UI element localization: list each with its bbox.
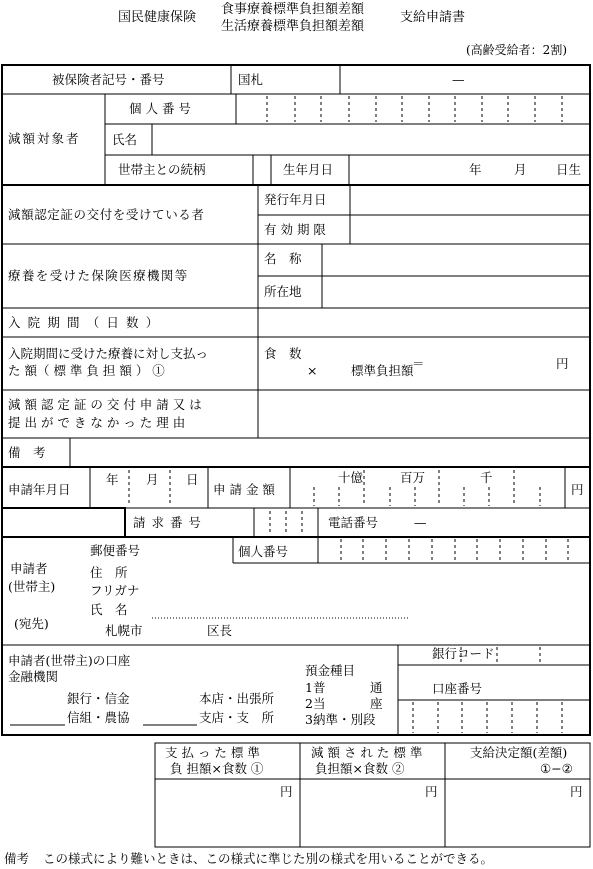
app-month-unit: 月 (146, 472, 159, 487)
summary-col3-line2: ①−② (540, 761, 573, 776)
insured-number-label: 被保険者記号・番号 (52, 72, 165, 87)
times-sign: × (307, 363, 318, 378)
application-amount-field[interactable] (291, 468, 564, 507)
reason-label-line2: 提 出 が で き な か っ た 理 由 (8, 415, 186, 430)
reason-label-line1: 減 額 認 定 証 の 交 付 申 請 又 は (8, 397, 202, 412)
applicant-address-label: 住 所 (90, 565, 128, 580)
account-title: 申請者(世帯主)の口座 (8, 653, 131, 668)
application-date-label: 申請年月日 (8, 482, 71, 497)
remarks-label: 備 考 (8, 445, 46, 460)
insured-dash: — (452, 72, 465, 87)
applicant-individual-number-label: 個人番号 (238, 544, 289, 559)
applicant-individual-number-field[interactable] (319, 538, 589, 562)
deposit-type-label: 預金種目 (305, 663, 356, 678)
insured-prefix: 国札 (238, 72, 264, 87)
insured-number-field[interactable] (341, 66, 589, 93)
million-unit: 百万 (400, 470, 426, 485)
bank-code-field[interactable] (399, 666, 589, 699)
reason-field[interactable] (259, 391, 589, 437)
target-individual-number-label: 個 人 番 号 (129, 101, 191, 116)
target-name-label: 氏名 (112, 132, 138, 147)
summary-col2-yen: 円 (425, 784, 438, 799)
application-date-field[interactable] (91, 468, 207, 507)
birth-day-unit: 日生 (556, 162, 582, 177)
postal-code-label: 郵便番号 (90, 543, 141, 558)
addressee-label: (宛先) (14, 616, 49, 631)
phone-number-label: 電話番号 (328, 515, 379, 530)
certificate-issue-date-label: 発行年月日 (264, 192, 327, 207)
application-amount-label: 申 請 金 額 (213, 482, 275, 497)
paid-amount-label-line1: 入院期間に受けた療養に対し支払っ (8, 346, 209, 361)
amount-yen-unit: 円 (571, 482, 584, 497)
financial-institution-label: 金融機関 (8, 669, 59, 684)
footer-note: この様式により難いときは、この様式に準じた別の様式を用いることができる。 (43, 851, 494, 866)
medical-institution-label: 療養を受けた保険医療機関等 (8, 268, 189, 283)
summary-col2-line1: 減 額 さ れ た 標 準 (311, 745, 423, 760)
applicant-name-field[interactable] (152, 602, 410, 618)
standard-burden-label: 標準負担額 (351, 363, 414, 378)
hospitalization-period-label: 入 院 期 間 （ 日 数 ） (8, 315, 160, 330)
institution-address-field[interactable] (323, 277, 589, 307)
institution-name-label: 名 称 (264, 251, 302, 266)
institution-name-field[interactable] (323, 245, 589, 275)
applicant-householder-label: (世帯主) (8, 579, 56, 594)
birth-year-unit: 年 (469, 162, 482, 177)
deposit-type-ordinary-no: 1普 (305, 680, 326, 695)
app-year-unit: 年 (106, 472, 119, 487)
billion-unit: 十億 (338, 470, 364, 485)
target-person-label: 減額対象者 (8, 131, 81, 146)
meal-count-label: 食 数 (264, 346, 302, 361)
deposit-type-current-no: 2当 (305, 696, 326, 711)
target-relation-field[interactable] (254, 156, 270, 184)
deposit-type-current: 座 (370, 696, 383, 711)
target-birthdate-label: 生年月日 (283, 162, 334, 177)
target-name-field[interactable] (153, 125, 589, 154)
summary-col3-line1: 支給決定額(差額) (470, 745, 568, 760)
ward-mayor-label: 区長 (207, 623, 233, 638)
form-title-line1: 食事療養標準負担額差額 (221, 2, 365, 17)
applicant-label: 申請者 (10, 561, 48, 576)
deposit-type-ordinary: 通 (370, 680, 383, 695)
footer-note-label: 備考 (4, 851, 30, 866)
claim-number-field[interactable] (255, 509, 317, 536)
target-relation-label: 世帯主との続柄 (118, 162, 206, 177)
certificate-holder-label: 減額認定証の交付を受けている者 (8, 207, 205, 222)
account-number-label: 口座番号 (432, 681, 483, 696)
head-office-label: 本店・出張所 (199, 691, 275, 706)
remarks-field[interactable] (71, 439, 589, 466)
equals-sign: ＝ (412, 356, 425, 371)
claim-number-label: 請 求 番 号 (133, 515, 202, 530)
branch-label: 支店・支 所 (199, 710, 275, 725)
phone-number-field[interactable] (440, 509, 589, 536)
deposit-type-tax: 3納準・別段 (305, 712, 376, 727)
institution-address-label: 所在地 (264, 284, 302, 299)
phone-dash: — (414, 515, 427, 530)
summary-col1-line2: 負 担額×食数 ① (170, 761, 264, 776)
insurance-type: 国民健康保険 (118, 10, 197, 25)
summary-col3-yen: 円 (570, 784, 583, 799)
certificate-validity-label: 有 効 期 限 (264, 222, 326, 237)
paid-amount-label-line2: た 額（ 標 準 負 担 額 ） ① (8, 363, 165, 378)
summary-col2-line2: 負担額×食数 ② (315, 761, 405, 776)
certificate-validity-field[interactable] (351, 216, 589, 243)
hospitalization-period-field[interactable] (259, 309, 589, 336)
form-subtitle: (高齢受給者：2割) (466, 43, 567, 57)
bank-code-label: 銀行コード (432, 646, 495, 661)
app-day-unit: 日 (186, 472, 199, 487)
city-label: 札幌市 (105, 623, 143, 638)
certificate-issue-date-field[interactable] (351, 186, 589, 214)
target-birthdate-field[interactable] (350, 156, 460, 184)
furigana-label: フリガナ (90, 583, 140, 598)
bank-type-label: 銀行・信金 (67, 691, 130, 706)
summary-col1-line1: 支 払 っ た 標 準 (165, 745, 260, 760)
thousand-unit: 千 (480, 470, 493, 485)
applicant-name-label: 氏 名 (90, 602, 128, 617)
shinkumi-type-label: 信組・農協 (67, 710, 130, 725)
form-title-request: 支給申請書 (400, 10, 466, 25)
birth-month-unit: 月 (514, 162, 527, 177)
paid-yen-unit: 円 (556, 356, 569, 371)
account-number-field[interactable] (399, 701, 589, 734)
form-title-line2: 生活療養標準負担額差額 (221, 19, 365, 34)
target-individual-number-field[interactable] (237, 95, 589, 123)
summary-col1-yen: 円 (280, 784, 293, 799)
